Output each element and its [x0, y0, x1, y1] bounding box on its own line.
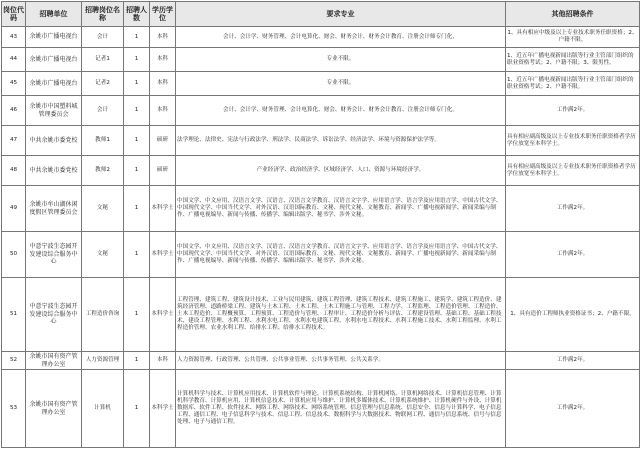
cell-code: 44 [2, 48, 26, 72]
cell-unit: 余姚市牟山湖休闲度假区管理委员会 [26, 186, 82, 232]
cell-position: 记者2 [82, 72, 124, 96]
cell-degree: 本科学士 [150, 186, 176, 232]
cell-position: 会计 [82, 27, 124, 48]
cell-position: 文秘 [82, 186, 124, 232]
header-unit: 招聘单位 [26, 2, 82, 27]
cell-unit: 余姚市广播电视台 [26, 27, 82, 48]
cell-other: 工作满2年。 [506, 352, 640, 370]
cell-other: 具有相应副高级及以上专业技术职务任职资格者学历学位放宽至本科学士。 [506, 126, 640, 156]
cell-count: 1 [124, 232, 150, 278]
cell-degree: 本科 [150, 352, 176, 370]
cell-unit: 余姚市中国塑料城管理委员会 [26, 96, 82, 126]
header-other: 其他招聘条件 [506, 2, 640, 27]
cell-major: 中国文学、中文应用、汉语言文学、汉语言、汉语言文学教育、汉语言文字学、应用语言学、语言学及应用语言学、中国古代文学、中国现代文学、中国当代文学、对外汉语、汉语国际教育、文秘、现代文秘、文秘教育、新闻学、广播电视新闻学、新闻采编与制作、广播电视编导、新闻与传播、传播学、编辑出版学、秘书学、涉外文秘。 [176, 232, 506, 278]
cell-count: 1 [124, 48, 150, 72]
table-row [2, 72, 640, 96]
table-row [2, 232, 640, 278]
cell-major: 人力资源管理、行政管理、公共管理、公共事业管理、公共事务管理、公共关系学。 [176, 352, 506, 370]
cell-major: 专业不限。 [176, 72, 506, 96]
cell-degree: 硕研 [150, 156, 176, 186]
cell-count: 1 [124, 186, 150, 232]
cell-other: 1、近五年广播电视新闻出版等行业主管部门组织的职业资格考试；2、户籍不限；3、限男性。 [506, 48, 640, 72]
header-major: 要求专业 [176, 2, 506, 27]
cell-position: 记者1 [82, 48, 124, 72]
cell-degree: 硕研 [150, 126, 176, 156]
cell-code: 51 [2, 278, 26, 352]
cell-count: 1 [124, 370, 150, 448]
cell-code: 45 [2, 72, 26, 96]
cell-position: 教师1 [82, 126, 124, 156]
cell-other: 工作满2年。 [506, 186, 640, 232]
cell-count: 1 [124, 27, 150, 48]
table-row [2, 156, 640, 186]
cell-code: 47 [2, 126, 26, 156]
cell-degree: 本科学士 [150, 278, 176, 352]
cell-position: 人力资源管理 [82, 352, 124, 370]
table-row [2, 96, 640, 126]
cell-major: 中国文学、中文应用、汉语言文学、汉语言、汉语言文学教育、汉语言文字学、应用语言学、语言学及应用语言学、中国古代文学、中国现代文学、中国当代文学、对外汉语、汉语国际教育、文秘、现代文秘、文秘教育、新闻学、广播电视新闻学、新闻采编与制作、广播电视编导、新闻与传播、传播学、编辑出版学、秘书学、涉外文秘。 [176, 186, 506, 232]
header-code: 岗位代码 [2, 2, 26, 27]
cell-major: 计算机科学与技术、计算机应用技术、计算机软件与理论、计算机系统结构、计算机网络、计算机网络技术、计算机信息管理、计算机科学教育、计算机应用、计算机信息技术、计算机应用与维护、计算机多媒体技术、计算机系统维护、计算机硬件与外设、计算机数据库、软件工程、软件技术、网络工程、网络技术、网络系统管理、信息管理与信息系统、信息安全、信息与计算科学、电子信息工程、通信工程、电子信息科学与技术、信息工程、信息技术、数据科学与大数据技术、物联网工程、通信与信息系统、信号与信息处理、电子与通信工程。 [176, 370, 506, 448]
cell-position: 文秘 [82, 232, 124, 278]
cell-unit: 余姚市广播电视台 [26, 48, 82, 72]
table-row [2, 370, 640, 448]
cell-count: 1 [124, 96, 150, 126]
cell-unit: 余姚市国有资产管理办公室 [26, 352, 82, 370]
cell-other: 1、具有相应中级及以上专业技术职务任职资格；2、户籍不限。 [506, 27, 640, 48]
cell-other: 工作满2年。 [506, 96, 640, 126]
header-row [2, 2, 640, 27]
cell-position: 工程造价咨询 [82, 278, 124, 352]
table-row [2, 126, 640, 156]
cell-count: 1 [124, 72, 150, 96]
cell-degree: 本科学士 [150, 232, 176, 278]
table-row [2, 27, 640, 48]
cell-position: 教师2 [82, 156, 124, 186]
cell-unit: 中共余姚市委党校 [26, 126, 82, 156]
cell-code: 48 [2, 156, 26, 186]
cell-degree: 本科 [150, 48, 176, 72]
cell-code: 49 [2, 186, 26, 232]
table-row [2, 186, 640, 232]
cell-unit: 中意宁波生态园开发建设综合服务中心 [26, 278, 82, 352]
cell-other: 具有相应副高级及以上专业技术职务任职资格者学历学位放宽至本科学士。 [506, 156, 640, 186]
cell-unit: 余姚市国有资产管理办公室 [26, 370, 82, 448]
cell-position: 会计 [82, 96, 124, 126]
cell-count: 1 [124, 352, 150, 370]
cell-unit: 中意宁波生态园开发建设综合服务中心 [26, 232, 82, 278]
cell-other: 1、具有造价工程师执业资格证书；2、户籍不限。 [506, 278, 640, 352]
table-row [2, 352, 640, 370]
cell-other: 1、近五年广播电视新闻出版等行业主管部门组织的职业资格考试；2、户籍不限。 [506, 72, 640, 96]
header-position: 招聘岗位名称 [82, 2, 124, 27]
cell-position: 计算机 [82, 370, 124, 448]
cell-code: 46 [2, 96, 26, 126]
cell-code: 53 [2, 370, 26, 448]
cell-count: 1 [124, 156, 150, 186]
cell-major: 工程管理、建筑工程、建筑设计技术、工业与民用建筑、建筑工程管理、建筑工程技术、建筑工程施工、建筑学、建筑工程造价、建筑经济管理、道路桥梁工程、建筑与土木工程、土木工程、土木工程施工与管理、工程力学、工程监理、工程造价管理、工程造价、土木工程造价、工程概预算、工程预算、工程造价与管理、工程审计、工程造价分析与评估、工程建设管理、基础工程、基础工程技术、建设工程管理、水利工程、水利水电工程、水利水电建筑工程、水利水电工程技术、水利工程施工技术、水利工程监理、水利工程造价管理、农业水利工程、给排水工程、给排水工程技术。 [176, 278, 506, 352]
cell-major: 会计、会计学、财务管理、会计电算化、财会、财务会计、财务会计教育、注册会计师专门化， [176, 27, 506, 48]
cell-major: 产业经济学、政治经济学、区域经济学、人口、资源与环境经济学。 [176, 156, 506, 186]
header-degree: 学历学位 [150, 2, 176, 27]
cell-code: 52 [2, 352, 26, 370]
cell-major: 法学理论、法律史、宪法与行政法学、刑法学、民商法学、诉讼法学、经济法学、环境与资源保护法学等。 [176, 126, 506, 156]
table-row [2, 48, 640, 72]
cell-code: 50 [2, 232, 26, 278]
recruitment-table [1, 1, 640, 448]
cell-major: 会计、会计学、财务管理、会计电算化、财会、财务会计、财务会计教育、注册会计师专门化。 [176, 96, 506, 126]
cell-other: 工作满2年。 [506, 232, 640, 278]
cell-degree: 本科 [150, 96, 176, 126]
cell-degree: 本科学士 [150, 370, 176, 448]
cell-count: 1 [124, 278, 150, 352]
cell-code: 43 [2, 27, 26, 48]
cell-unit: 中共余姚市委党校 [26, 156, 82, 186]
cell-degree: 本科 [150, 72, 176, 96]
cell-major: 专业不限。 [176, 48, 506, 72]
cell-unit: 余姚市广播电视台 [26, 72, 82, 96]
cell-other: 工作满2年。 [506, 370, 640, 448]
cell-count: 1 [124, 126, 150, 156]
cell-degree: 本科 [150, 27, 176, 48]
table-row [2, 278, 640, 352]
header-count: 招聘人数 [124, 2, 150, 27]
